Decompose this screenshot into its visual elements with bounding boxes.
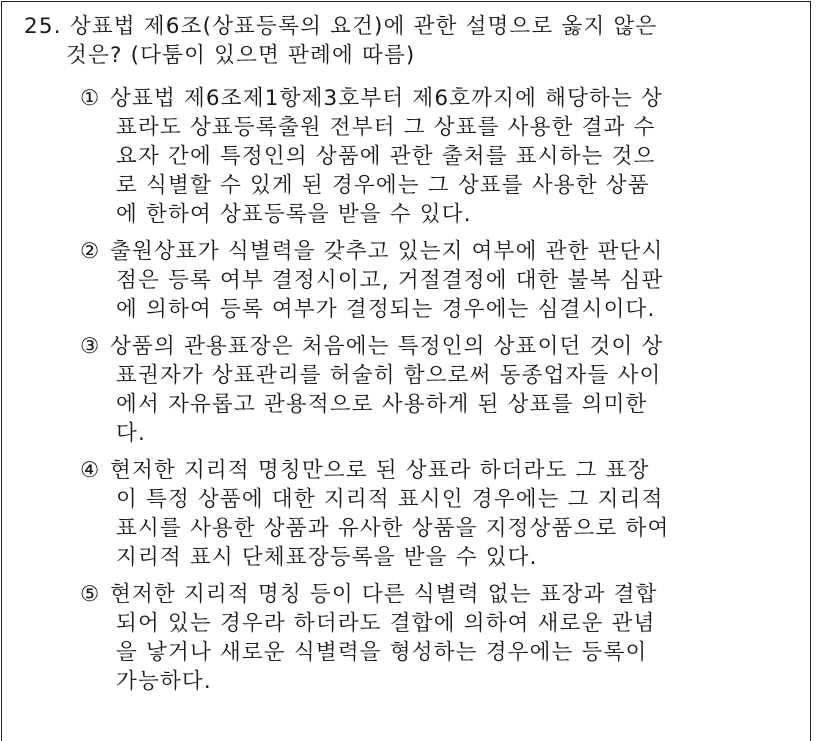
option-text-line: 지리적 표시 단체표장등록을 받을 수 있다. (116, 545, 538, 570)
option-text-line: 에 한하여 상표등록을 받을 수 있다. (116, 202, 472, 227)
option-5-marker: ⑤ (80, 582, 100, 607)
option-1-marker: ① (80, 86, 100, 111)
option-text-line: 다. (116, 421, 147, 446)
option-5[interactable] (80, 580, 800, 696)
question-number: 25. (24, 14, 62, 39)
option-text-line: 에서 자유롭고 관용적으로 사용하게 된 상표를 의미한 (116, 392, 648, 417)
option-text-line: 에 의하여 등록 여부가 결정되는 경우에는 심결시이다. (116, 297, 656, 322)
answer-options (80, 84, 800, 704)
option-3[interactable] (80, 332, 800, 448)
option-3-marker: ③ (80, 334, 100, 359)
question-line-1 (24, 12, 794, 41)
option-text-line: 표권자가 상표관리를 허술히 함으로써 동종업자들 사이 (116, 363, 662, 388)
option-2-marker: ② (80, 239, 100, 264)
option-text-line: 로 식별할 수 있게 된 경우에는 그 상표를 사용한 상품 (116, 173, 650, 198)
question-text-1: 상표법 제6조(상표등록의 요건)에 관한 설명으로 옳지 않은 (69, 14, 658, 39)
question-line-2: 것은? (다툼이 있으면 판례에 따름) (66, 43, 416, 68)
option-text-line: 가능하다. (116, 669, 212, 694)
option-text-line: 상품의 관용표장은 처음에는 특정인의 상표이던 것이 상 (110, 334, 664, 359)
option-text-line: 출원상표가 식별력을 갖추고 있는지 여부에 관한 판단시 (110, 239, 664, 264)
option-4-marker: ④ (80, 458, 100, 483)
option-text-line: 상표법 제6조제1항제3호부터 제6호까지에 해당하는 상 (110, 86, 664, 111)
option-text-line: 표시를 사용한 상품과 유사한 상품을 지정상품으로 하여 (116, 516, 670, 541)
option-text-line: 요자 간에 특정인의 상품에 관한 출처를 표시하는 것으 (116, 144, 656, 169)
option-text-line: 점은 등록 여부 결정시이고, 거절결정에 대한 불복 심판 (116, 268, 664, 293)
option-text-line: 현저한 지리적 명칭 등이 다른 식별력 없는 표장과 결합 (110, 582, 658, 607)
option-text-line: 표라도 상표등록출원 전부터 그 상표를 사용한 결과 수 (116, 115, 656, 140)
option-1[interactable] (80, 84, 800, 229)
option-text-line: 을 낳거나 새로운 식별력을 형성하는 경우에는 등록이 (116, 640, 648, 665)
option-text-line: 되어 있는 경우라 하더라도 결합에 의하여 새로운 관념 (116, 611, 656, 636)
question-stem (24, 12, 794, 70)
option-text-line: 이 특정 상품에 대한 지리적 표시인 경우에는 그 지리적 (116, 487, 664, 512)
option-2[interactable] (80, 237, 800, 324)
option-text-line: 현저한 지리적 명칭만으로 된 상표라 하더라도 그 표장 (110, 458, 650, 483)
option-4[interactable] (80, 456, 800, 572)
